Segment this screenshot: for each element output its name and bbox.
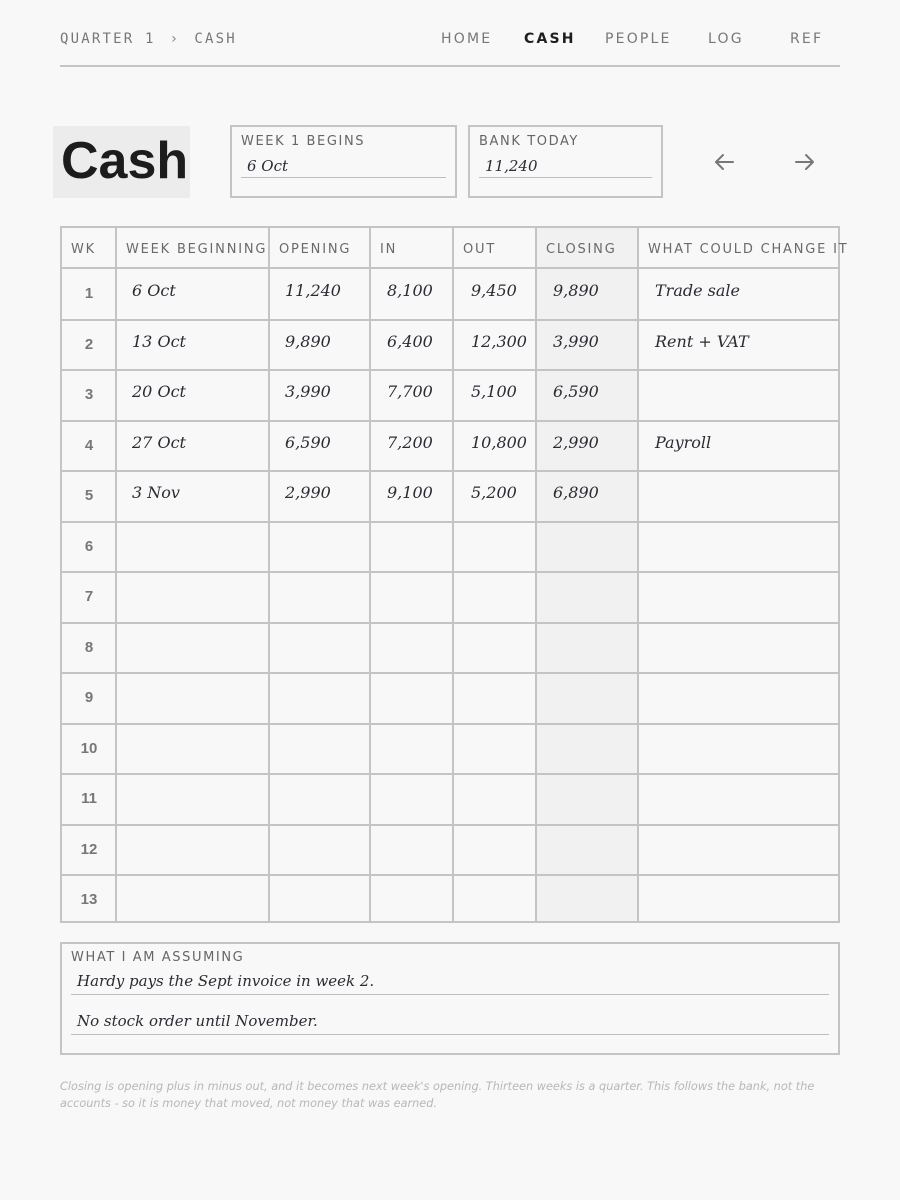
header-out: OUT xyxy=(463,242,497,257)
cell-note[interactable]: Payroll xyxy=(655,432,712,452)
nav-people[interactable]: PEOPLE xyxy=(605,31,672,47)
table-row xyxy=(62,875,838,925)
table-row xyxy=(62,370,838,420)
week1-begins-label: WEEK 1 BEGINS xyxy=(241,134,366,149)
header-in: IN xyxy=(380,242,398,257)
cell-wk: 13 xyxy=(80,891,98,908)
cell-opening[interactable]: 9,890 xyxy=(285,331,331,351)
bank-today-label: BANK TODAY xyxy=(479,134,579,149)
week1-begins-input[interactable]: 6 Oct xyxy=(241,154,446,178)
cell-week-beginning[interactable]: 27 Oct xyxy=(132,432,186,452)
cell-closing[interactable]: 3,990 xyxy=(553,331,599,351)
arrow-left-icon xyxy=(708,146,740,178)
page-title: Cash xyxy=(61,132,189,190)
cell-in[interactable]: 8,100 xyxy=(387,281,433,300)
bank-today-input[interactable]: 11,240 xyxy=(479,154,652,178)
cell-out[interactable]: 9,450 xyxy=(471,281,517,300)
nav-home[interactable]: HOME xyxy=(441,31,493,47)
nav-cash[interactable]: CASH xyxy=(524,31,576,47)
cell-out[interactable]: 5,200 xyxy=(471,483,517,502)
header-what-could-change-it: WHAT COULD CHANGE IT xyxy=(648,242,849,257)
table-row xyxy=(62,572,838,622)
cell-closing[interactable]: 6,890 xyxy=(553,483,599,502)
cash-table xyxy=(60,226,849,923)
week1-begins-field xyxy=(230,125,457,198)
table-row xyxy=(62,724,838,774)
cell-wk: 5 xyxy=(84,487,94,504)
header-week-beginning: WEEK BEGINNING xyxy=(126,242,268,257)
cell-closing[interactable]: 9,890 xyxy=(553,281,599,300)
assumption-line-2[interactable]: No stock order until November. xyxy=(71,1007,829,1035)
top-nav xyxy=(60,0,840,67)
header-opening: OPENING xyxy=(279,242,352,257)
cell-wk: 11 xyxy=(81,790,97,807)
table-row xyxy=(62,421,838,471)
cell-wk: 7 xyxy=(84,588,94,605)
cell-wk: 1 xyxy=(84,285,94,302)
cell-wk: 12 xyxy=(80,840,98,858)
cell-wk: 8 xyxy=(84,638,94,656)
cell-wk: 6 xyxy=(84,537,94,555)
table-row xyxy=(62,522,838,572)
table-row xyxy=(62,320,838,370)
cell-wk: 2 xyxy=(84,335,94,353)
cell-note[interactable]: Rent + VAT xyxy=(655,331,749,351)
cell-out[interactable]: 12,300 xyxy=(471,331,527,351)
cell-in[interactable]: 9,100 xyxy=(387,483,433,502)
breadcrumb-section[interactable]: QUARTER 1 xyxy=(60,31,156,47)
cell-wk: 4 xyxy=(84,436,94,454)
cell-opening[interactable]: 11,240 xyxy=(285,281,341,300)
cell-in[interactable]: 7,200 xyxy=(387,432,433,452)
cell-wk: 9 xyxy=(84,689,94,706)
table-row xyxy=(62,673,838,723)
assumptions-label: WHAT I AM ASSUMING xyxy=(71,950,245,965)
assumptions-box xyxy=(60,942,840,1055)
footnote: Closing is opening plus in minus out, and it becomes next week's opening. Thirteen weeks is a quarter. This follows the bank, not the accounts - so it is money that moved, not money that was earned. xyxy=(60,1080,815,1110)
cell-week-beginning[interactable]: 13 Oct xyxy=(132,331,186,351)
bank-today-field xyxy=(468,125,663,198)
cell-opening[interactable]: 3,990 xyxy=(285,382,331,401)
assumption-line-1[interactable]: Hardy pays the Sept invoice in week 2. xyxy=(71,967,829,995)
cell-closing[interactable]: 2,990 xyxy=(553,432,599,452)
table-row xyxy=(62,269,838,319)
table-row xyxy=(62,471,838,521)
header-closing: CLOSING xyxy=(546,242,617,257)
nav-ref[interactable]: REF xyxy=(790,31,824,47)
header-wk: WK xyxy=(71,242,96,257)
table-row xyxy=(62,623,838,673)
page-title-box xyxy=(53,126,190,198)
cell-in[interactable]: 6,400 xyxy=(387,331,433,351)
nav-log[interactable]: LOG xyxy=(708,31,744,47)
cell-note[interactable]: Trade sale xyxy=(655,281,740,300)
cell-opening[interactable]: 6,590 xyxy=(285,432,331,452)
table-row xyxy=(62,774,838,824)
next-button[interactable] xyxy=(789,146,821,178)
cell-wk: 10 xyxy=(80,739,98,757)
cell-out[interactable]: 5,100 xyxy=(471,382,517,401)
cell-week-beginning[interactable]: 6 Oct xyxy=(132,281,176,300)
cell-wk: 3 xyxy=(84,386,94,403)
cell-week-beginning[interactable]: 20 Oct xyxy=(132,382,186,401)
cell-opening[interactable]: 2,990 xyxy=(285,483,331,502)
breadcrumb-separator-icon: › xyxy=(169,31,181,47)
cell-out[interactable]: 10,800 xyxy=(471,432,527,452)
cell-closing[interactable]: 6,590 xyxy=(553,382,599,401)
arrow-right-icon xyxy=(789,146,821,178)
table-row xyxy=(62,825,838,875)
prev-button[interactable] xyxy=(708,146,740,178)
breadcrumb xyxy=(60,31,237,47)
cell-in[interactable]: 7,700 xyxy=(387,382,433,401)
breadcrumb-current: CASH xyxy=(194,31,237,47)
cell-week-beginning[interactable]: 3 Nov xyxy=(132,483,180,502)
